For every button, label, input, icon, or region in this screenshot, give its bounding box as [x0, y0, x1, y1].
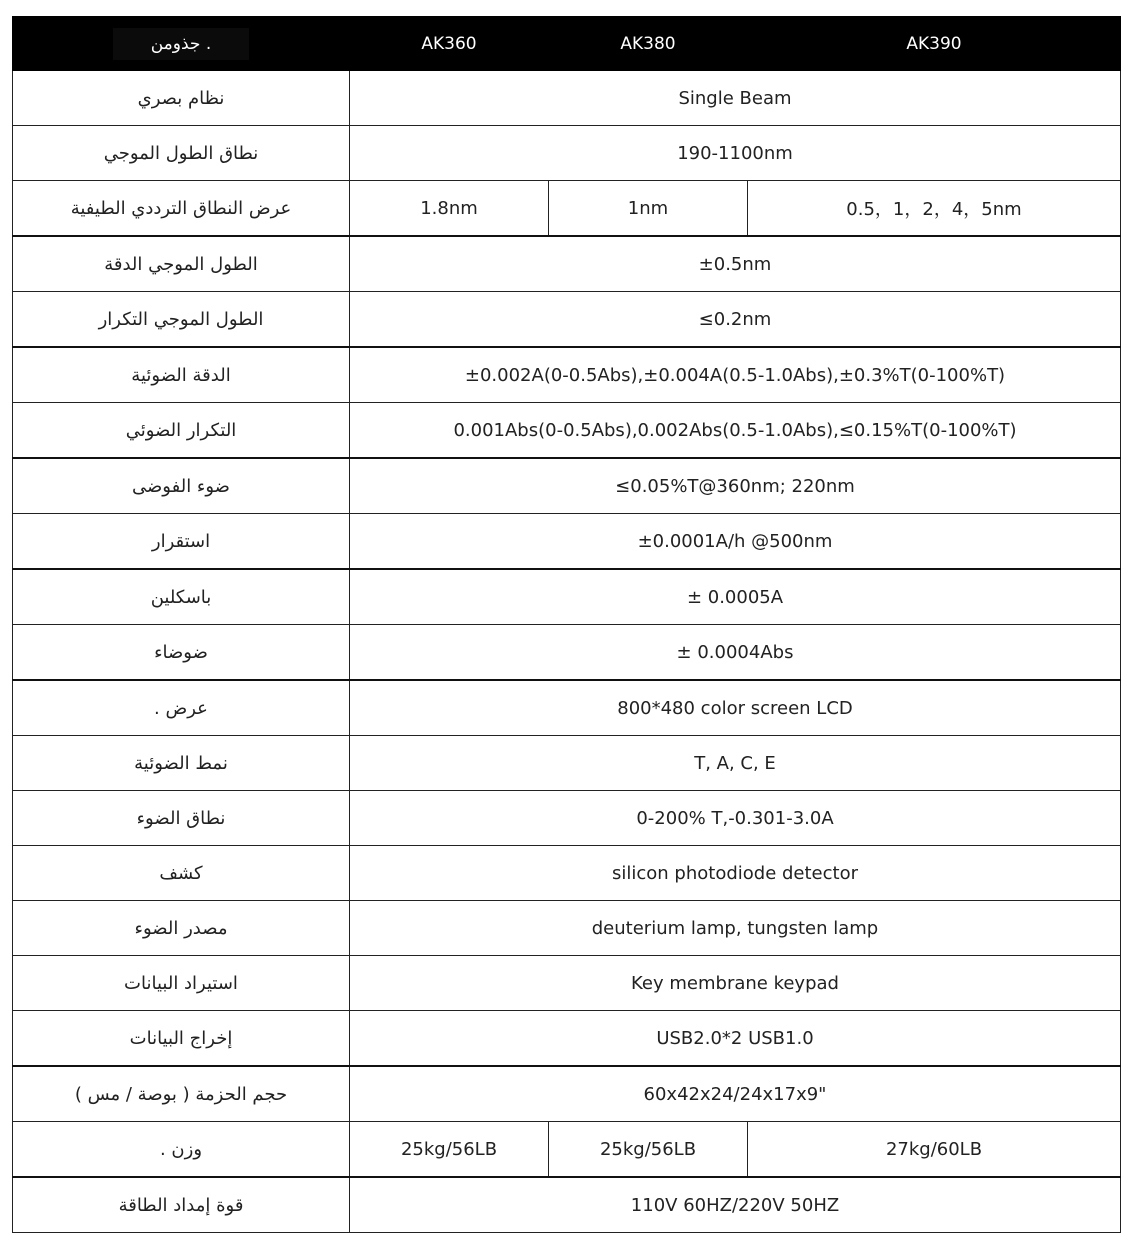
header-model-ak390: AK390: [748, 17, 1121, 71]
row-value: silicon photodiode detector: [350, 846, 1121, 901]
row-label: نظام بصري: [13, 71, 350, 126]
spec-row-photometric-repeatability: [13, 403, 1121, 459]
spec-row-wavelength-repeatability: [13, 292, 1121, 348]
header-model-label: جذومن .: [13, 17, 350, 71]
header-model-ak380: AK380: [549, 17, 748, 71]
spec-row-detector: [13, 846, 1121, 901]
row-value: 110V 60HZ/220V 50HZ: [350, 1177, 1121, 1233]
spec-row-stability: [13, 514, 1121, 570]
row-value: USB2.0*2 USB1.0: [350, 1011, 1121, 1067]
spec-row-wavelength-accuracy: [13, 236, 1121, 292]
row-value: 60x42x24/24x17x9": [350, 1066, 1121, 1122]
row-label: الدقة الضوئية: [13, 347, 350, 403]
row-value-ak360: 25kg/56LB: [350, 1122, 549, 1178]
spec-row-data-output: [13, 1011, 1121, 1067]
row-value: ±0.5nm: [350, 236, 1121, 292]
row-label: ضوء الفوضى: [13, 458, 350, 514]
spec-table: [12, 16, 1121, 1233]
row-label: ضوضاء: [13, 625, 350, 681]
row-label: كشف: [13, 846, 350, 901]
row-label: مصدر الضوء: [13, 901, 350, 956]
row-label: الطول الموجي الدقة: [13, 236, 350, 292]
row-value: ≤0.05%T@360nm; 220nm: [350, 458, 1121, 514]
spec-row-photometric-range: [13, 791, 1121, 846]
spec-row-data-input: [13, 956, 1121, 1011]
spec-row-spectral-bandwidth: [13, 181, 1121, 237]
row-label: عرض .: [13, 680, 350, 736]
row-label: الطول الموجي التكرار: [13, 292, 350, 348]
row-value-ak380: 1nm: [549, 181, 748, 237]
row-value-ak390: 27kg/60LB: [748, 1122, 1121, 1178]
spec-row-noise: [13, 625, 1121, 681]
spec-row-photometric-mode: [13, 736, 1121, 791]
row-label: استيراد البيانات: [13, 956, 350, 1011]
header-row: [13, 17, 1121, 71]
row-label: حجم الحزمة ( بوصة / مس ): [13, 1066, 350, 1122]
row-label: قوة إمداد الطاقة: [13, 1177, 350, 1233]
row-value-ak390: 0.5，1，2，4，5nm: [748, 181, 1121, 237]
spec-row-stray-light: [13, 458, 1121, 514]
spec-row-baseline: [13, 569, 1121, 625]
spec-row-package-size: [13, 1066, 1121, 1122]
row-label: التكرار الضوئي: [13, 403, 350, 459]
row-label: وزن .: [13, 1122, 350, 1178]
row-value: Single Beam: [350, 71, 1121, 126]
row-label: باسكلين: [13, 569, 350, 625]
row-value: deuterium lamp, tungsten lamp: [350, 901, 1121, 956]
row-value: 800*480 color screen LCD: [350, 680, 1121, 736]
row-value: ±0.0001A/h @500nm: [350, 514, 1121, 570]
spec-row-weight: [13, 1122, 1121, 1178]
row-value: ≤0.2nm: [350, 292, 1121, 348]
row-value: T, A, C, E: [350, 736, 1121, 791]
row-label: استقرار: [13, 514, 350, 570]
row-value: 0.001Abs(0-0.5Abs),0.002Abs(0.5-1.0Abs),≤0.15%T(0-100%T): [350, 403, 1121, 459]
header-model-ak360: AK360: [350, 17, 549, 71]
row-value: 190-1100nm: [350, 126, 1121, 181]
spec-row-light-source: [13, 901, 1121, 956]
row-value: 0-200% T,-0.301-3.0A: [350, 791, 1121, 846]
row-label: نطاق الطول الموجي: [13, 126, 350, 181]
spec-row-optical-system: [13, 71, 1121, 126]
spec-row-photometric-accuracy: [13, 347, 1121, 403]
row-label: إخراج البيانات: [13, 1011, 350, 1067]
row-label: نطاق الضوء: [13, 791, 350, 846]
row-label: نمط الضوئية: [13, 736, 350, 791]
row-value: ± 0.0005A: [350, 569, 1121, 625]
row-value: ±0.002A(0-0.5Abs),±0.004A(0.5-1.0Abs),±0.3%T(0-100%T): [350, 347, 1121, 403]
row-value-ak380: 25kg/56LB: [549, 1122, 748, 1178]
spec-row-display: [13, 680, 1121, 736]
spec-row-power-supply: [13, 1177, 1121, 1233]
row-value: ± 0.0004Abs: [350, 625, 1121, 681]
row-value-ak360: 1.8nm: [350, 181, 549, 237]
spec-row-wavelength-range: [13, 126, 1121, 181]
row-label: عرض النطاق الترددي الطيفية: [13, 181, 350, 237]
row-value: Key membrane keypad: [350, 956, 1121, 1011]
